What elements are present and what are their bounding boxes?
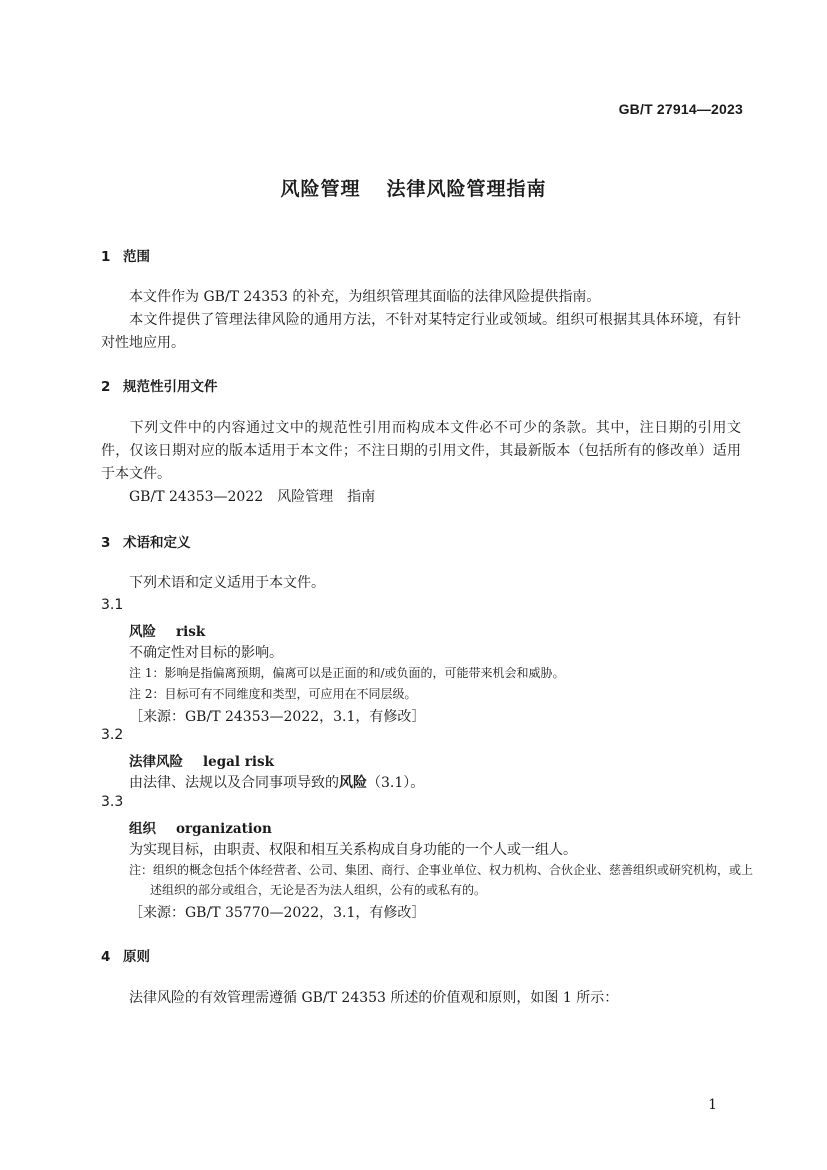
- section-title: 范围: [123, 249, 150, 265]
- section-number: 4: [101, 949, 111, 965]
- term-reference: 风险: [339, 775, 367, 791]
- section-number: 2: [101, 379, 111, 395]
- term-en: organization: [176, 821, 272, 837]
- section-title: 规范性引用文件: [123, 379, 218, 395]
- section-3-intro: 下列术语和定义适用于本文件。: [129, 575, 325, 591]
- term-source: ［来源：GB/T 35770—2022，3.1，有修改］: [129, 905, 426, 921]
- document-title: [0, 174, 827, 201]
- term-number: 3.3: [101, 794, 124, 810]
- section-4-heading: [101, 945, 150, 965]
- term-number: 3.2: [101, 727, 124, 743]
- term-heading: [129, 620, 205, 640]
- section-title: 术语和定义: [123, 535, 191, 551]
- section-1-paragraph-2: 本文件提供了管理法律风险的通用方法，不针对某特定行业或领域。组织可根据其具体环境，有针对性地应用。: [101, 312, 741, 351]
- section-1-heading: [101, 245, 150, 265]
- section-2-paragraph: 下列文件中的内容通过文中的规范性引用而构成本文件必不可少的条款。其中，注日期的引用文件，仅该日期对应的版本适用于本文件；不注日期的引用文件，其最新版本（包括所有的修改单）适用于本文件。: [101, 420, 741, 482]
- term-number: 3.1: [101, 597, 124, 613]
- term-source: ［来源：GB/T 24353—2022，3.1，有修改］: [129, 709, 426, 725]
- term-heading: [129, 817, 272, 837]
- section-title: 原则: [123, 949, 150, 965]
- section-2-heading: [101, 375, 218, 395]
- term-note: 注：组织的概念包括个体经营者、公司、集团、商行、企事业单位、权力机构、合伙企业、慈善组织或研究机构，或上述组织的部分或组合，无论是否为法人组织，公有的或私有的。: [129, 863, 754, 897]
- section-1-paragraph-1: 本文件作为 GB/T 24353 的补充，为组织管理其面临的法律风险提供指南。: [129, 289, 601, 305]
- section-4-paragraph: 法律风险的有效管理需遵循 GB/T 24353 所述的价值观和原则，如图 1 所示：: [129, 990, 619, 1006]
- term-cn: 风险: [129, 624, 156, 640]
- page-number: 1: [708, 1097, 717, 1113]
- term-heading: [129, 750, 274, 770]
- section-3-heading: [101, 531, 191, 551]
- term-definition: 不确定性对目标的影响。: [129, 645, 283, 661]
- term-en: risk: [176, 624, 206, 640]
- term-cn: 组织: [129, 821, 156, 837]
- term-cn: 法律风险: [129, 754, 183, 770]
- section-number: 1: [101, 249, 111, 265]
- term-definition: 由法律、法规以及合同事项导致的风险（3.1）。: [129, 775, 425, 791]
- term-definition: 为实现目标，由职责、权限和相互关系构成自身功能的一个人或一组人。: [129, 842, 577, 858]
- term-en: legal risk: [203, 754, 274, 770]
- term-note-1: 注 1：影响是指偏离预期，偏离可以是正面的和/或负面的，可能带来机会和威胁。: [129, 666, 565, 680]
- standard-code: GB/T 27914—2023: [618, 101, 743, 117]
- title-part2: 法律风险管理指南: [386, 178, 547, 200]
- section-number: 3: [101, 535, 111, 551]
- term-note-2: 注 2：目标可有不同维度和类型，可应用在不同层级。: [129, 687, 417, 701]
- normative-reference: GB/T 24353—2022 风险管理 指南: [129, 489, 376, 505]
- title-part1: 风险管理: [280, 178, 361, 200]
